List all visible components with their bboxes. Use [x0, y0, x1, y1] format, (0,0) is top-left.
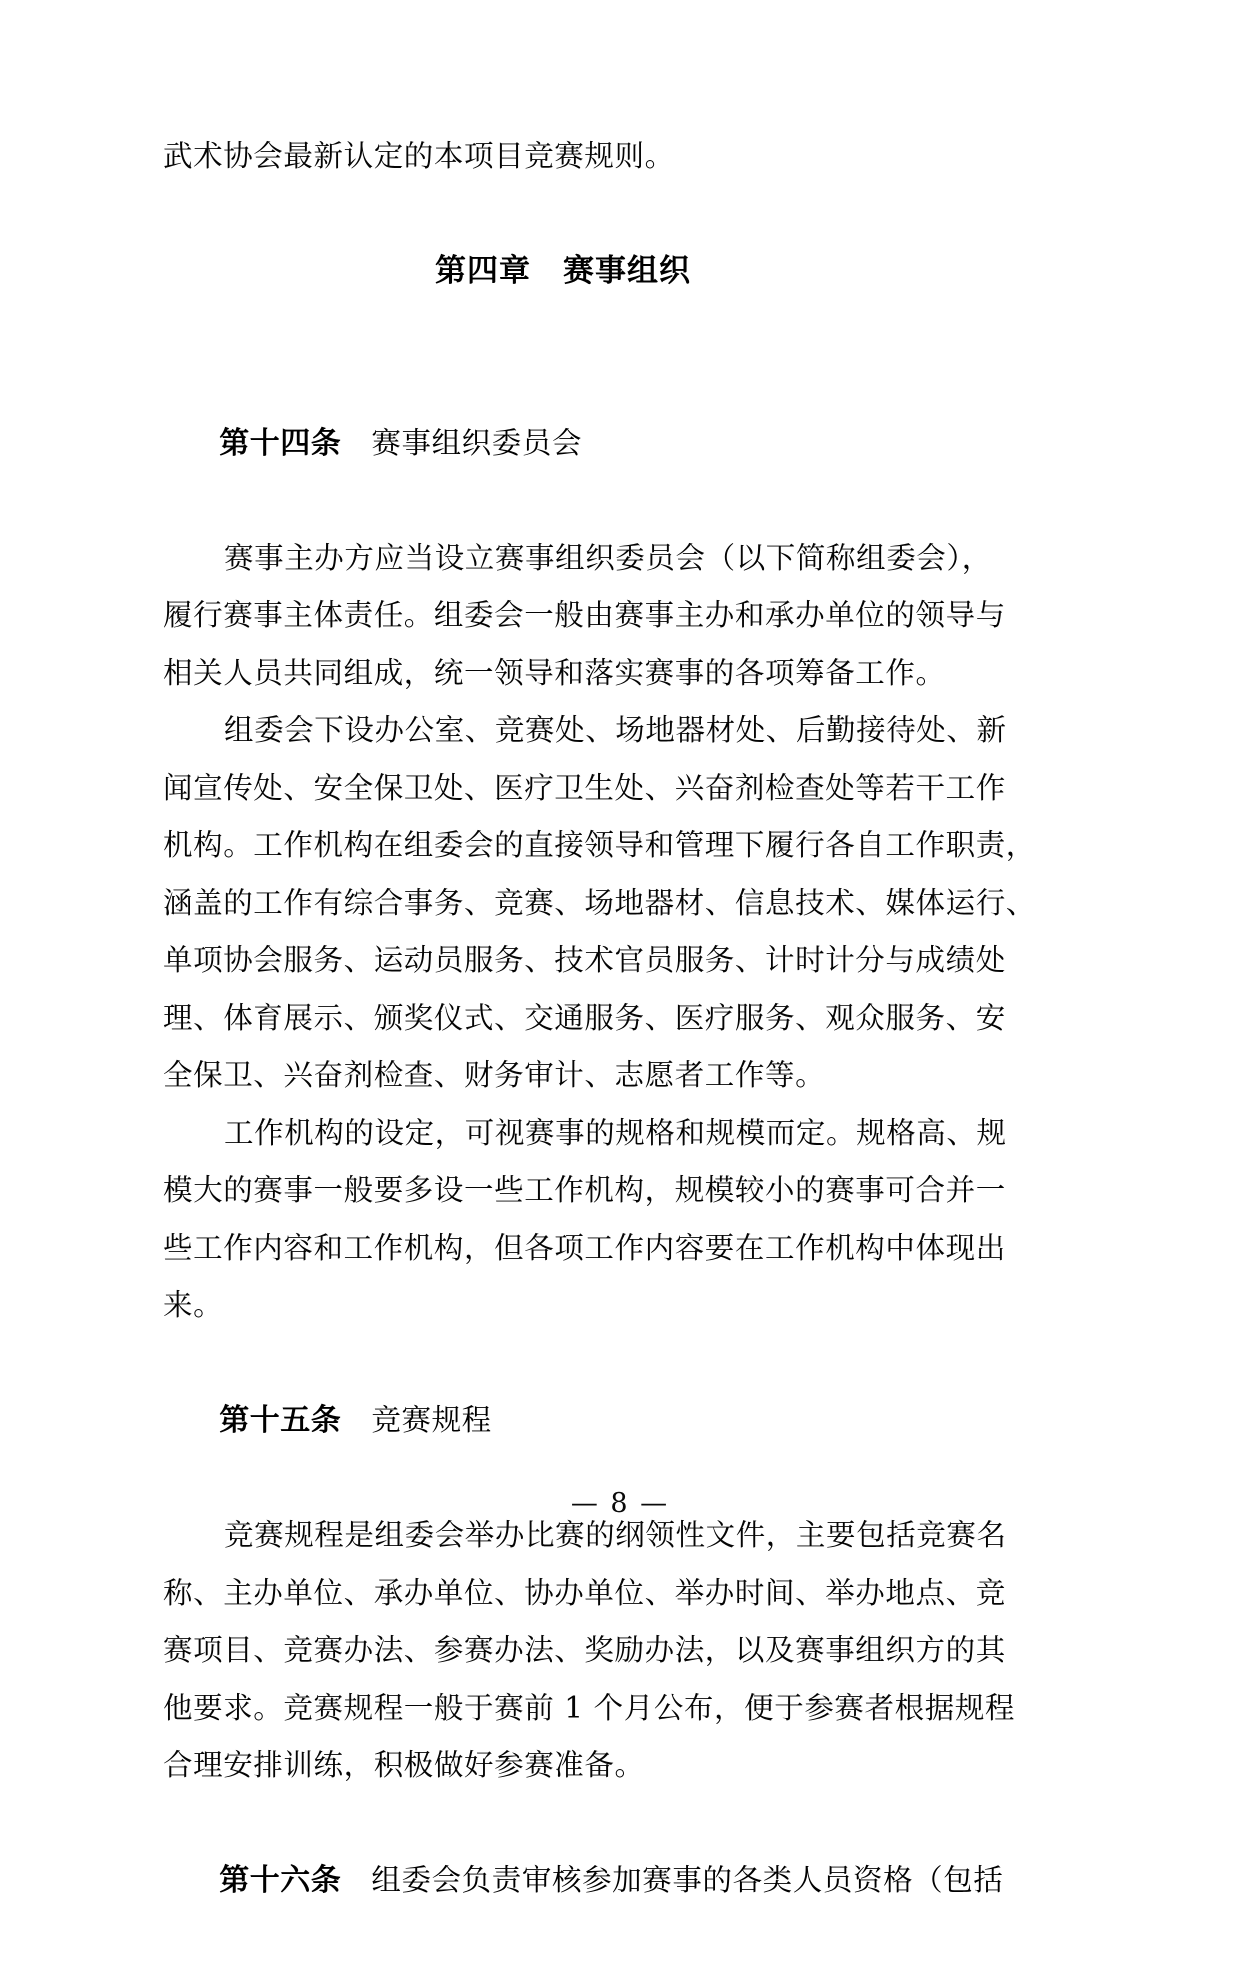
article-heading-16-gap — [341, 1863, 371, 1897]
article-heading-15 — [163, 1335, 963, 1508]
paragraph-line: 机构。工作机构在组委会的直接领导和管理下履行各自工作职责， — [163, 817, 963, 875]
paragraph-line: 称、主办单位、承办单位、协办单位、举办时间、举办地点、竞 — [163, 1565, 963, 1623]
continuation-line: 武术协会最新认定的本项目竞赛规则。 — [163, 128, 963, 186]
paragraph-line: 赛事主办方应当设立赛事组织委员会（以下简称组委会）， — [163, 530, 963, 588]
article-title-15: 竞赛规程 — [371, 1403, 491, 1437]
article-14-paragraph-3 — [163, 1105, 963, 1335]
article-heading-15-gap — [341, 1403, 371, 1437]
paragraph-line: 他要求。竞赛规程一般于赛前 1 个月公布，便于参赛者根据规程 — [163, 1680, 963, 1738]
spacer-after-chapter — [163, 300, 963, 357]
page-content — [163, 128, 963, 1967]
article-16-inline-body: 组委会负责审核参加赛事的各类人员资格（包括 — [371, 1863, 1003, 1897]
paragraph-line: 赛项目、竞赛办法、参赛办法、奖励办法，以及赛事组织方的其 — [163, 1622, 963, 1680]
article-title-14-text: 赛事组织委员会 — [371, 426, 582, 460]
article-heading-14 — [163, 357, 963, 530]
article-15-paragraph-1 — [163, 1507, 963, 1795]
paragraph-line: 相关人员共同组成，统一领导和落实赛事的各项筹备工作。 — [163, 645, 963, 703]
paragraph-line: 理、体育展示、颁奖仪式、交通服务、医疗服务、观众服务、安 — [163, 990, 963, 1048]
paragraph-line: 来。 — [163, 1277, 963, 1335]
paragraph-line: 涵盖的工作有综合事务、竞赛、场地器材、信息技术、媒体运行、 — [163, 875, 963, 933]
article-title-14 — [341, 426, 371, 460]
article-14-paragraph-2 — [163, 702, 963, 1105]
paragraph-line: 闻宣传处、安全保卫处、医疗卫生处、兴奋剂检查处等若干工作 — [163, 760, 963, 818]
article-heading-16 — [163, 1795, 963, 1967]
chapter-heading: 第四章 赛事组织 — [163, 243, 963, 301]
paragraph-line: 竞赛规程是组委会举办比赛的纲领性文件，主要包括竞赛名 — [163, 1507, 963, 1565]
paragraph-line: 些工作内容和工作机构，但各项工作内容要在工作机构中体现出 — [163, 1220, 963, 1278]
paragraph-line: 模大的赛事一般要多设一些工作机构，规模较小的赛事可合并一 — [163, 1162, 963, 1220]
paragraph-line: 组委会下设办公室、竞赛处、场地器材处、后勤接待处、新 — [163, 702, 963, 760]
paragraph-line: 全保卫、兴奋剂检查、财务审计、志愿者工作等。 — [163, 1047, 963, 1105]
article-label-16: 第十六条 — [219, 1863, 341, 1898]
paragraph-line: 履行赛事主体责任。组委会一般由赛事主办和承办单位的领导与 — [163, 587, 963, 645]
article-14-paragraph-1 — [163, 530, 963, 703]
article-label-14: 第十四条 — [219, 426, 341, 461]
page-number: — 8 — — [0, 1488, 1240, 1519]
paragraph-line: 单项协会服务、运动员服务、技术官员服务、计时计分与成绩处 — [163, 932, 963, 990]
spacer-before-chapter — [163, 186, 963, 243]
article-label-15: 第十五条 — [219, 1403, 341, 1438]
paragraph-line: 合理安排训练，积极做好参赛准备。 — [163, 1737, 963, 1795]
paragraph-line: 工作机构的设定，可视赛事的规格和规模而定。规格高、规 — [163, 1105, 963, 1163]
